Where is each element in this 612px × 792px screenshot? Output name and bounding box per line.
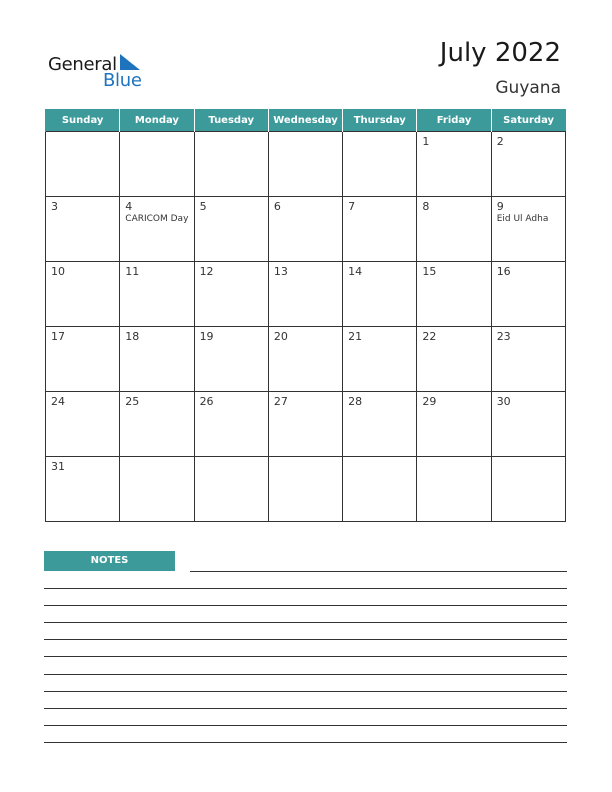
- day-number: 27: [273, 395, 288, 408]
- day-number: 11: [125, 265, 140, 278]
- calendar-week-row: [46, 132, 566, 197]
- weekday-header: Saturday: [491, 109, 565, 132]
- calendar-day-cell: [194, 197, 268, 262]
- calendar-day-cell: [120, 197, 194, 262]
- calendar-week-row: [46, 197, 566, 262]
- weekday-header-row: [46, 109, 566, 132]
- holiday-label: CARICOM Day: [125, 214, 189, 224]
- calendar-week-row: [46, 327, 566, 392]
- day-number: 13: [273, 265, 288, 278]
- calendar-day-cell: [194, 327, 268, 392]
- calendar-day-cell: [268, 327, 342, 392]
- day-number: 2: [496, 135, 504, 148]
- calendar-day-cell: [46, 327, 120, 392]
- calendar-day-cell: [343, 327, 417, 392]
- weekday-header: Wednesday: [268, 109, 342, 132]
- calendar-day-cell: [194, 392, 268, 457]
- calendar-day-cell: [46, 392, 120, 457]
- day-number: 17: [51, 330, 65, 343]
- day-number: 10: [51, 265, 65, 278]
- day-number: 31: [51, 460, 65, 473]
- logo-triangle-icon: [118, 52, 142, 72]
- note-line: [44, 691, 567, 692]
- calendar-day-cell: [417, 457, 491, 522]
- note-line: [44, 639, 567, 640]
- calendar-day-cell: [491, 392, 565, 457]
- note-line: [44, 708, 567, 709]
- day-number: 25: [125, 395, 140, 408]
- day-number: 3: [51, 200, 58, 213]
- calendar-day-cell: [120, 262, 194, 327]
- day-number: 1: [422, 135, 430, 148]
- page-title: July 2022: [439, 38, 561, 68]
- day-number: 30: [496, 395, 511, 408]
- calendar-day-cell: [194, 262, 268, 327]
- calendar-day-cell: [343, 392, 417, 457]
- calendar-day-cell: [491, 457, 565, 522]
- day-number: 16: [496, 265, 511, 278]
- calendar-day-cell: [343, 197, 417, 262]
- day-number: 20: [273, 330, 288, 343]
- weekday-header: Tuesday: [194, 109, 268, 132]
- calendar-day-cell: [120, 327, 194, 392]
- day-number: 23: [496, 330, 511, 343]
- calendar-week-row: [46, 392, 566, 457]
- note-line: [44, 588, 567, 589]
- calendar-day-cell: [46, 132, 120, 197]
- day-number: 4: [125, 200, 133, 213]
- calendar-day-cell: [120, 457, 194, 522]
- weekday-header: Friday: [417, 109, 491, 132]
- note-line: [190, 571, 567, 572]
- calendar-day-cell: [343, 132, 417, 197]
- weekday-header: Thursday: [343, 109, 417, 132]
- calendar-day-cell: [268, 132, 342, 197]
- calendar-day-cell: [120, 132, 194, 197]
- day-number: 6: [273, 200, 281, 213]
- country-name: Guyana: [495, 78, 561, 98]
- weekday-header: Monday: [120, 109, 194, 132]
- calendar-day-cell: [417, 392, 491, 457]
- weekday-header: Sunday: [46, 109, 120, 132]
- day-number: 18: [125, 330, 140, 343]
- day-number: 29: [422, 395, 437, 408]
- calendar-day-cell: [417, 327, 491, 392]
- day-number: 21: [348, 330, 363, 343]
- calendar-day-cell: [46, 262, 120, 327]
- logo-word-blue: Blue: [103, 70, 142, 91]
- calendar-day-cell: [491, 197, 565, 262]
- calendar-week-row: [46, 457, 566, 522]
- day-number: 5: [199, 200, 207, 213]
- note-line: [44, 622, 567, 623]
- calendar-day-cell: [120, 392, 194, 457]
- day-number: 7: [348, 200, 356, 213]
- day-number: 22: [422, 330, 437, 343]
- note-line: [44, 674, 567, 675]
- day-number: 12: [199, 265, 214, 278]
- general-blue-logo: [48, 52, 148, 92]
- calendar-day-cell: [268, 457, 342, 522]
- calendar-day-cell: [268, 197, 342, 262]
- calendar-day-cell: [491, 132, 565, 197]
- calendar-day-cell: [417, 197, 491, 262]
- day-number: 24: [51, 395, 65, 408]
- calendar-day-cell: [417, 132, 491, 197]
- holiday-label: Eid Ul Adha: [496, 214, 549, 224]
- calendar-day-cell: [46, 457, 120, 522]
- calendar-week-row: [46, 262, 566, 327]
- day-number: 26: [199, 395, 214, 408]
- day-number: 19: [199, 330, 214, 343]
- day-number: 28: [348, 395, 363, 408]
- logo-word-general: General: [48, 54, 117, 75]
- day-number: 14: [348, 265, 363, 278]
- calendar-day-cell: [194, 132, 268, 197]
- calendar-grid: [45, 109, 566, 522]
- calendar-day-cell: [491, 327, 565, 392]
- note-line: [44, 605, 567, 606]
- note-line: [44, 742, 567, 743]
- day-number: 9: [496, 200, 504, 213]
- day-number: 8: [422, 200, 430, 213]
- calendar-day-cell: [194, 457, 268, 522]
- note-line: [44, 656, 567, 657]
- calendar-day-cell: [417, 262, 491, 327]
- calendar-day-cell: [268, 392, 342, 457]
- calendar-day-cell: [46, 197, 120, 262]
- calendar-day-cell: [268, 262, 342, 327]
- calendar-day-cell: [343, 262, 417, 327]
- day-number: 15: [422, 265, 437, 278]
- notes-label: NOTES: [44, 551, 175, 571]
- note-line: [44, 725, 567, 726]
- calendar-day-cell: [343, 457, 417, 522]
- calendar-day-cell: [491, 262, 565, 327]
